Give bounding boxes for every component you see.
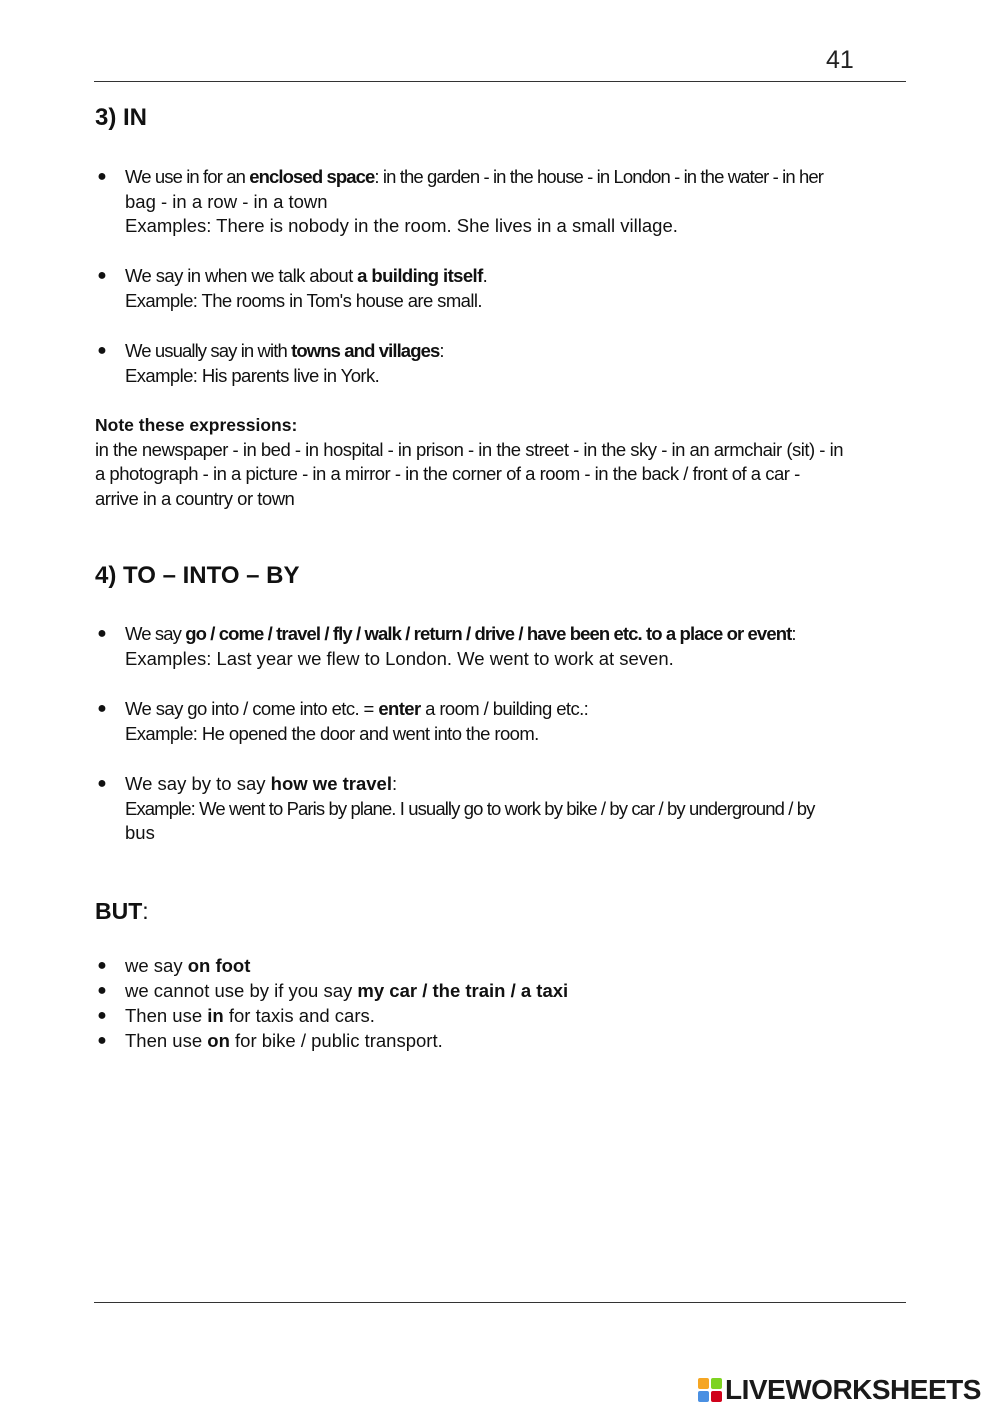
- bullet-line: We usually say in with towns and villages:: [125, 340, 444, 361]
- bullet-line: We say in when we talk about a building itself.: [125, 265, 488, 286]
- logo-text: LIVEWORKSHEETS: [725, 1374, 981, 1405]
- note-title: Note these expressions:: [95, 415, 298, 435]
- list-item: [95, 264, 905, 313]
- list-item: [95, 339, 905, 388]
- section-heading-in: 3) IN: [95, 104, 148, 131]
- bullet-example: bus: [125, 822, 155, 843]
- page-number: 41: [826, 46, 854, 74]
- list-item: [95, 697, 905, 746]
- list-item: [95, 622, 905, 671]
- logo-square: [698, 1391, 709, 1402]
- list-item: ● we say on foot: [95, 953, 905, 978]
- bullet-icon: ●: [97, 775, 107, 792]
- bullet-line: We say go / come / travel / fly / walk / return / drive / have been etc. to a place or event:: [125, 623, 796, 644]
- bullet-example: Example: His parents live in York.: [125, 364, 380, 386]
- note-line: arrive in a country or town: [95, 487, 295, 509]
- list-item: ● Then use in for taxis and cars.: [95, 1003, 905, 1028]
- bullet-example: Examples: Last year we flew to London. We went to work at seven.: [125, 647, 674, 669]
- but-list: [95, 953, 905, 1053]
- bullet-line: We say go into / come into etc. = enter a room / building etc.:: [125, 698, 589, 719]
- top-divider: [94, 81, 906, 82]
- bullet-example: Example: He opened the door and went into the room.: [125, 722, 539, 744]
- bullet-example: Examples: There is nobody in the room. She lives in a small village.: [125, 215, 678, 236]
- logo-icon: [698, 1378, 722, 1402]
- list-item: [95, 772, 905, 846]
- bullet-icon: ●: [97, 342, 107, 359]
- bullet-line: We use in for an enclosed space: in the garden - in the house - in London - in the water - in her: [125, 166, 824, 187]
- list-item: [95, 165, 905, 239]
- note-line: in the newspaper - in bed - in hospital - in prison - in the street - in the sky - in an armchair (sit) - in: [95, 438, 844, 460]
- bullet-line: We say by to say how we travel:: [125, 773, 398, 794]
- bullet-icon: ●: [97, 700, 107, 717]
- list-item: ● we cannot use by if you say my car / the train / a taxi: [95, 978, 905, 1003]
- note-block: [95, 413, 905, 511]
- list-item: ● Then use on for bike / public transport.: [95, 1028, 905, 1053]
- bullet-icon: ●: [97, 1032, 107, 1049]
- logo-square: [711, 1391, 722, 1402]
- logo-square: [698, 1378, 709, 1389]
- bullet-icon: ●: [97, 982, 107, 999]
- bullet-icon: ●: [97, 267, 107, 284]
- section-heading-to-into-by: 4) TO – INTO – BY: [95, 562, 300, 589]
- bottom-divider: [94, 1302, 906, 1303]
- logo-square: [711, 1378, 722, 1389]
- section-heading-but: BUT:: [95, 898, 149, 924]
- note-line: a photograph - in a picture - in a mirror - in the corner of a room - in the back / front of a car -: [95, 463, 800, 484]
- bullet-icon: ●: [97, 168, 107, 185]
- bullet-icon: ●: [97, 1007, 107, 1024]
- bullet-icon: ●: [97, 625, 107, 642]
- liveworksheets-logo[interactable]: [698, 1374, 981, 1406]
- bullet-line: bag - in a row - in a town: [125, 190, 328, 212]
- bullet-icon: ●: [97, 957, 107, 974]
- bullet-example: Example: We went to Paris by plane. I usually go to work by bike / by car / by underground / by: [125, 797, 815, 819]
- bullet-example: Example: The rooms in Tom's house are small.: [125, 289, 482, 311]
